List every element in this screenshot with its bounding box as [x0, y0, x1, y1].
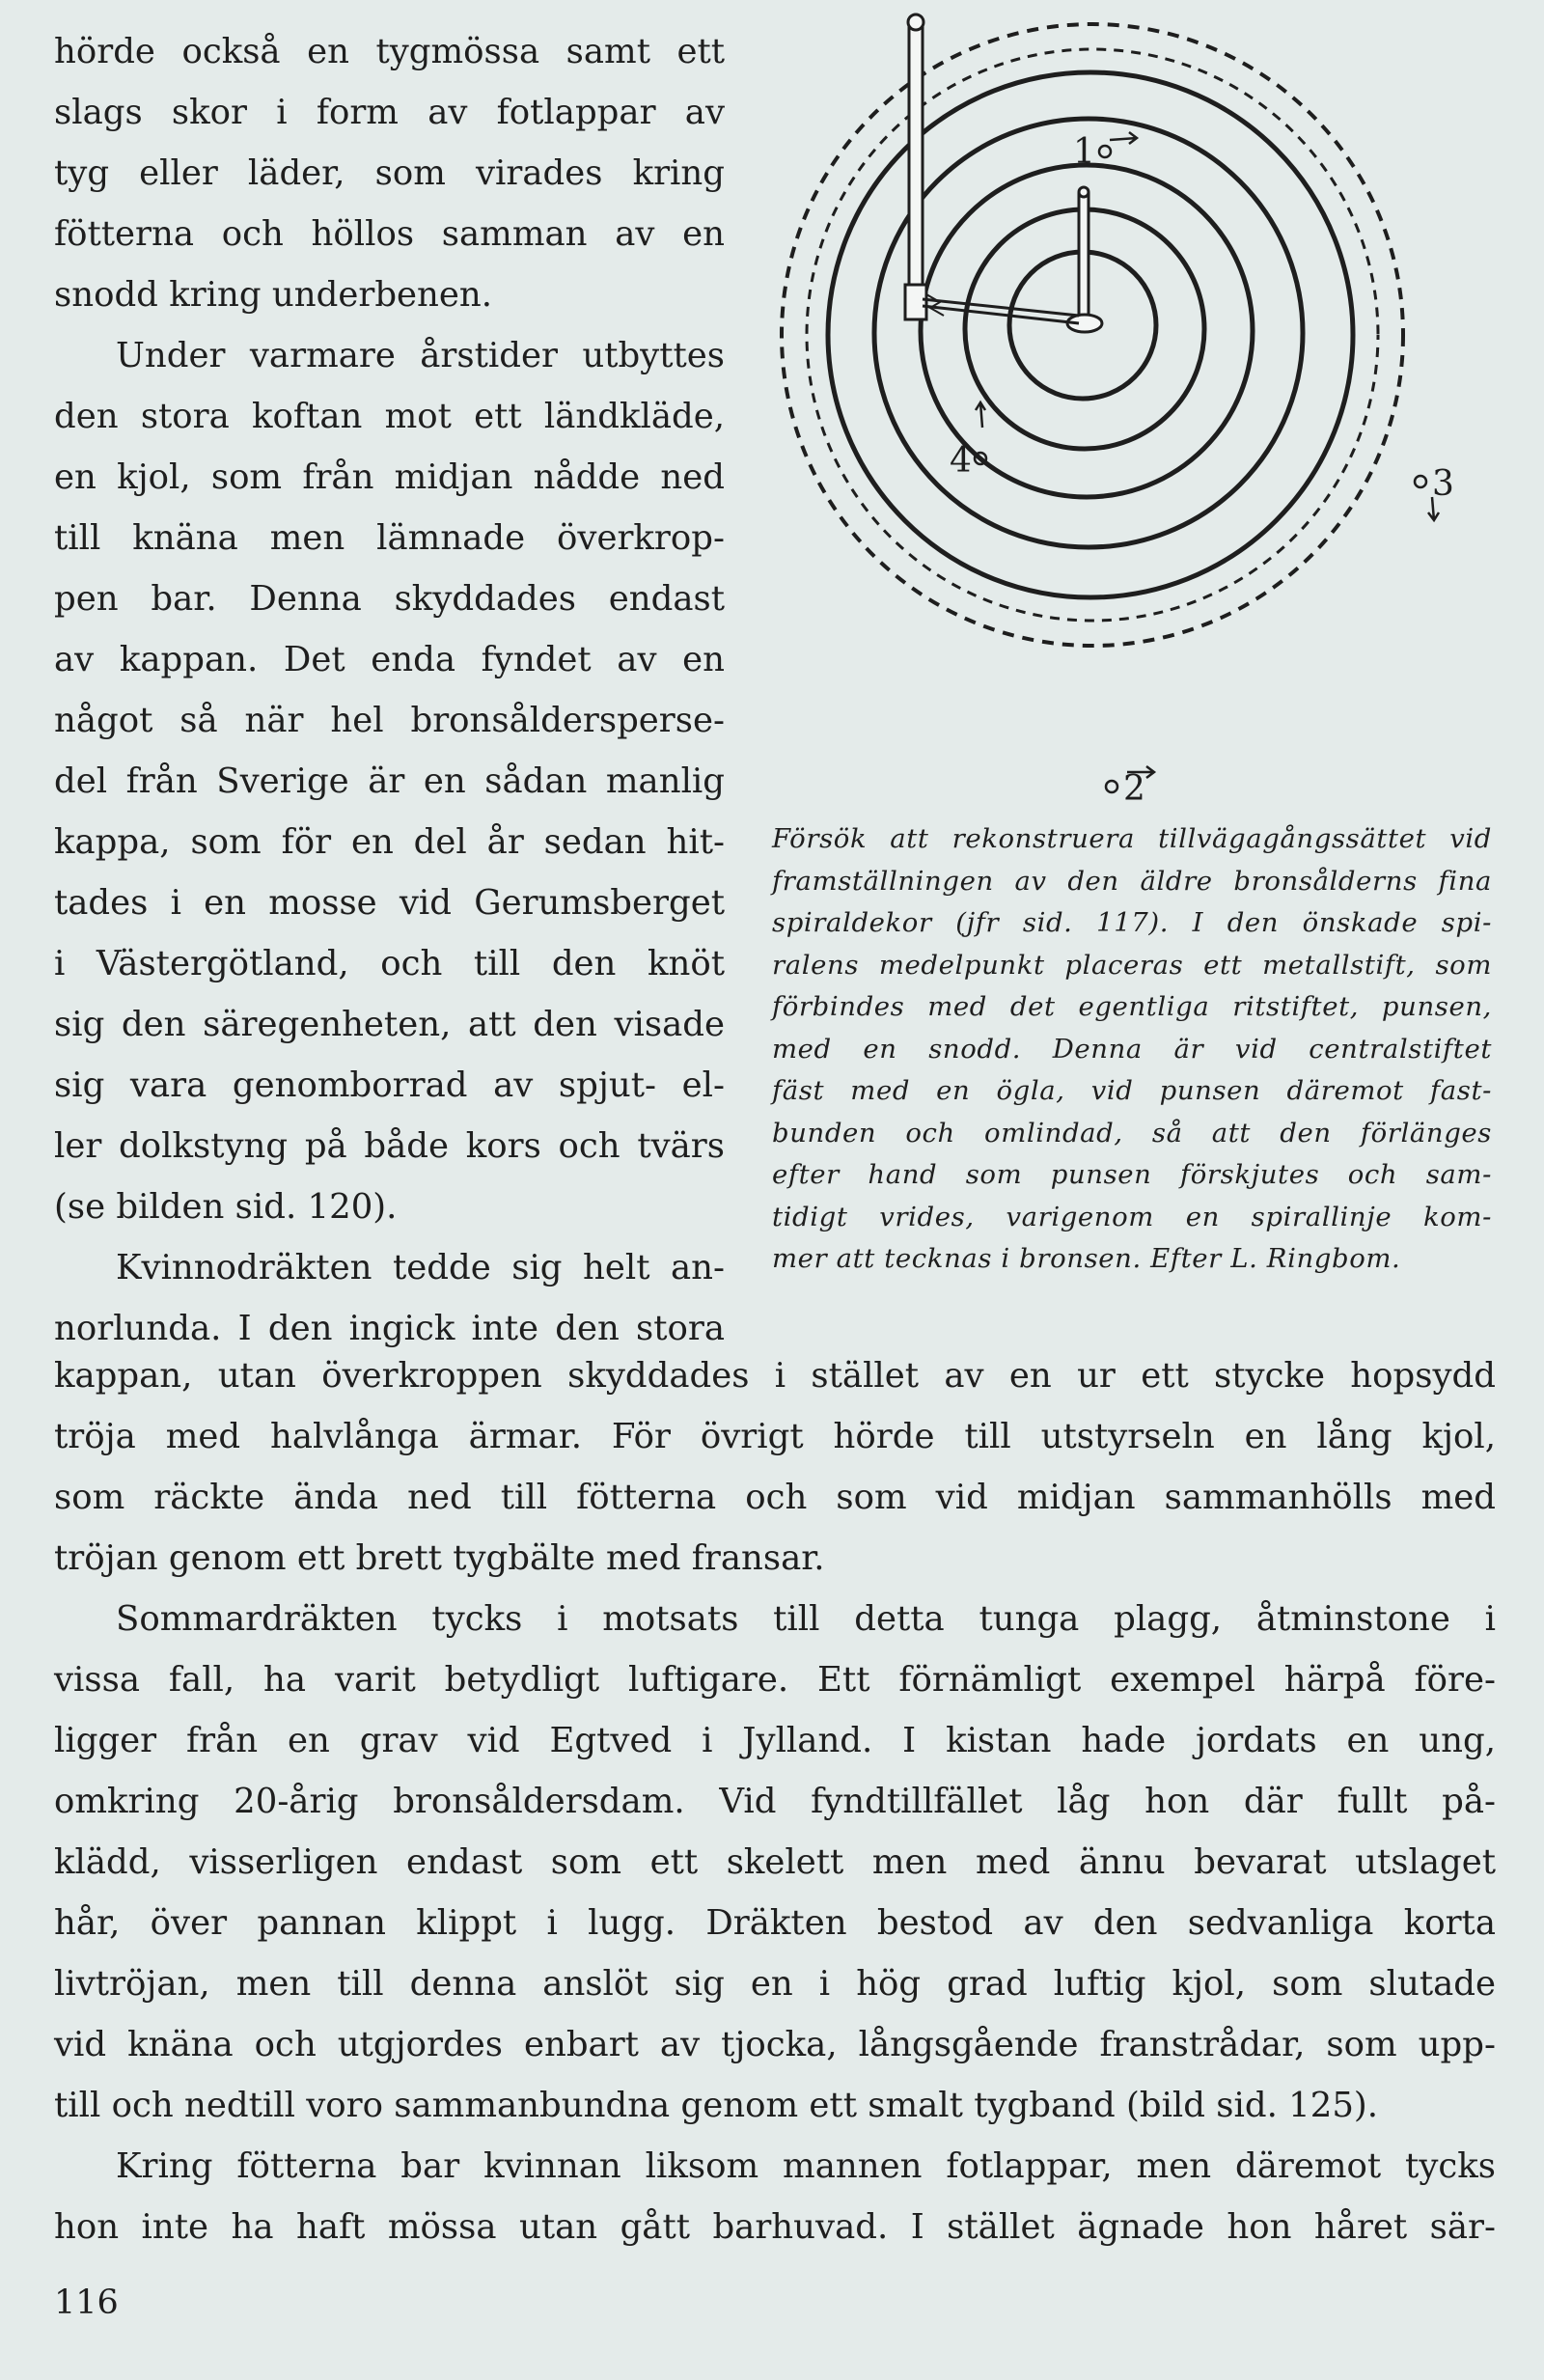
caption-line: mer att tecknas i bronsen. Efter L. Ringbom.	[772, 1243, 1401, 1274]
text-line: norlunda. I den ingick inte den stora	[54, 1309, 725, 1348]
text-line: till knäna men lämnade överkrop-	[54, 518, 725, 558]
text-line: tröjan genom ett brett tygbälte med fransar.	[54, 1538, 825, 1578]
cord	[923, 294, 1079, 323]
text-line: (se bilden sid. 120).	[54, 1187, 398, 1227]
text-line: tades i en mosse vid Gerumsberget	[54, 883, 725, 923]
text-line: pen bar. Denna skyddades endast	[54, 579, 725, 619]
caption-line: tidigt vrides, varigenom en spirallinje kom-	[772, 1201, 1492, 1232]
text-line: slags skor i form av fotlappar av	[54, 93, 725, 132]
punch-stylus	[905, 14, 926, 319]
caption-line: förbindes med det egentliga ritstiftet, punsen,	[772, 991, 1492, 1022]
text-line: omkring 20-årig bronsåldersdam. Vid fyndtillfället låg hon där fullt på-	[54, 1782, 1496, 1821]
text-line: Under varmare årstider utbyttes	[116, 336, 725, 375]
figure-label-1: 1	[1073, 132, 1095, 172]
text-line: Kvinnodräkten tedde sig helt an-	[116, 1248, 725, 1287]
point-marker	[1415, 476, 1426, 487]
text-line: sig vara genomborrad av spjut- el-	[54, 1065, 725, 1105]
caption-line: fäst med en ögla, vid punsen däremot fast-	[772, 1075, 1492, 1106]
full-width-text	[54, 1345, 1496, 2257]
text-line: kappan, utan överkroppen skyddades i stället av en ur ett stycke hopsydd	[54, 1356, 1496, 1396]
caption-line: framställningen av den äldre bronsålderns fina	[772, 865, 1492, 897]
figure-caption	[772, 818, 1492, 1281]
caption-line: Försök att rekonstruera tillvägagångssättet vid	[772, 823, 1492, 854]
text-line: Kring fötterna bar kvinnan liksom mannen fotlappar, men däremot tycks	[116, 2146, 1496, 2186]
text-line: fötterna och höllos samman av en	[54, 214, 725, 254]
text-line: klädd, visserligen endast som ett skelett men med ännu bevarat utslaget	[54, 1842, 1496, 1882]
text-line: del från Sverige är en sådan manlig	[54, 761, 725, 801]
text-line: tröja med halvlånga ärmar. För övrigt hörde till utstyrseln en lång kjol,	[54, 1417, 1496, 1456]
figure-label-3: 3	[1432, 464, 1454, 504]
text-line: Sommardräkten tycks i motsats till detta tunga plagg, åtminstone i	[116, 1599, 1496, 1639]
text-line: hår, över pannan klippt i lugg. Dräkten bestod av den sedvanliga korta	[54, 1903, 1496, 1943]
text-line: ler dolkstyng på både kors och tvärs	[54, 1126, 725, 1166]
text-line: hon inte ha haft mössa utan gått barhuvad. I stället ägnade hon håret sär-	[54, 2207, 1496, 2247]
left-text-column	[54, 21, 725, 1359]
text-line: kappa, som för en del år sedan hit-	[54, 822, 725, 862]
text-line: den stora koftan mot ett ländkläde,	[54, 397, 725, 436]
text-line: sig den säregenheten, att den visade	[54, 1005, 725, 1044]
figure-label-4: 4	[950, 441, 972, 481]
text-line: snodd kring underbenen.	[54, 275, 493, 315]
text-line: tyg eller läder, som virades kring	[54, 153, 725, 193]
text-line: i Västergötland, och till den knöt	[54, 944, 725, 983]
text-line: som räckte ända ned till fötterna och som vid midjan sammanhölls med	[54, 1478, 1496, 1517]
caption-line: med en snodd. Denna är vid centralstiftet	[772, 1033, 1492, 1065]
caption-line: ralens medelpunkt placeras ett metallstift, som	[772, 949, 1492, 981]
text-line: hörde också en tygmössa samt ett	[54, 32, 725, 71]
caption-line: bunden och omlindad, så att den förlänges	[772, 1117, 1492, 1148]
text-line: något så när hel bronsåldersperse-	[54, 701, 725, 740]
text-line: livtröjan, men till denna anslöt sig en i hög grad luftig kjol, som slutade	[54, 1964, 1496, 2004]
text-line: vissa fall, ha varit betydligt luftigare. Ett förnämligt exempel härpå före-	[54, 1660, 1496, 1700]
text-line: en kjol, som från midjan nådde ned	[54, 457, 725, 497]
text-line: till och nedtill voro sammanbundna genom ett smalt tygband (bild sid. 125).	[54, 2086, 1379, 2125]
point-marker	[1099, 146, 1111, 157]
spiral-reconstruction-figure	[733, 5, 1496, 816]
text-line: av kappan. Det enda fyndet av en	[54, 640, 725, 679]
caption-line: efter hand som punsen förskjutes och sam-	[772, 1159, 1492, 1190]
text-line: vid knäna och utgjordes enbart av tjocka, långsgående franstrådar, som upp-	[54, 2025, 1496, 2064]
point-marker	[1106, 781, 1117, 792]
figure-label-2: 2	[1123, 769, 1145, 809]
text-line: ligger från en grav vid Egtved i Jylland. I kistan hade jordats en ung,	[54, 1721, 1496, 1760]
page-number: 116	[54, 2283, 119, 2322]
caption-line: spiraldekor (jfr sid. 117). I den önskade spi-	[772, 907, 1492, 938]
direction-arrows	[976, 132, 1439, 778]
